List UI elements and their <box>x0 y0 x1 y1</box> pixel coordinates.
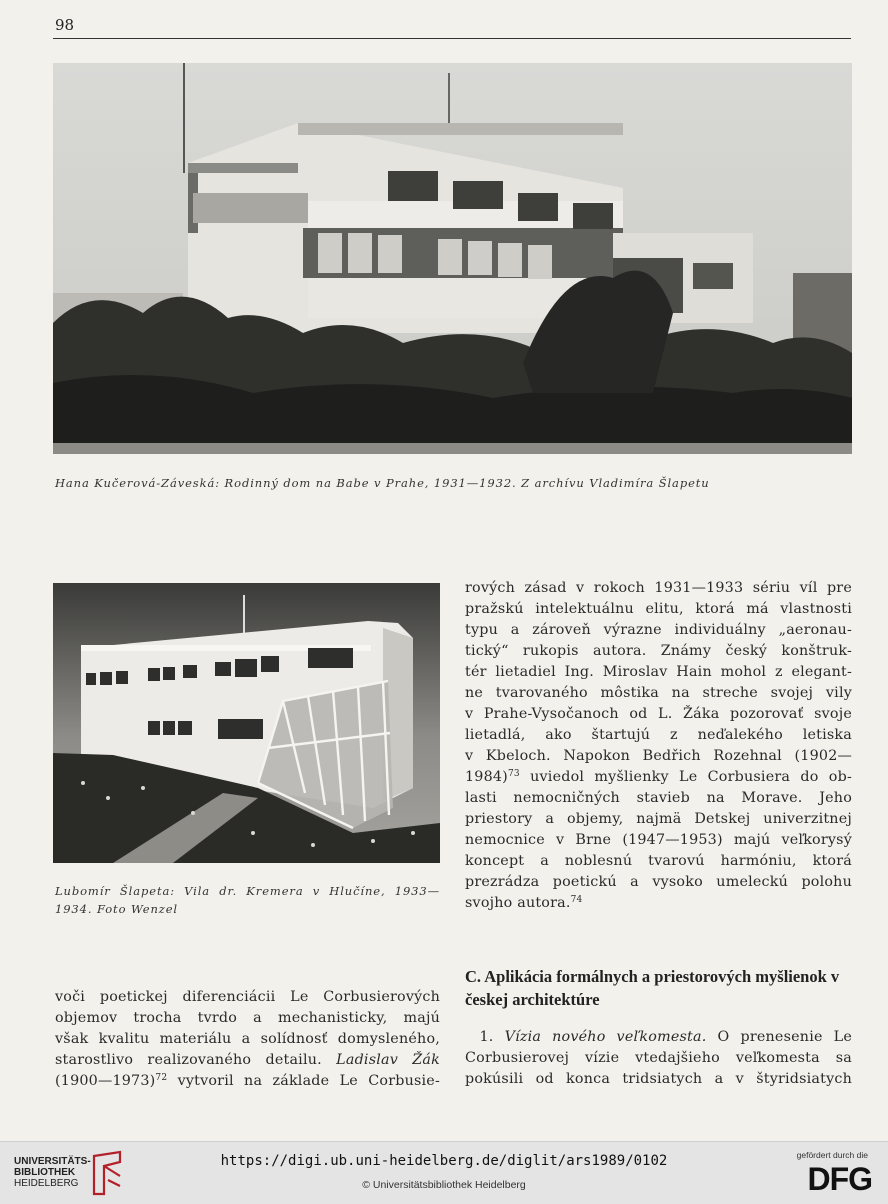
footer-bar <box>0 1141 888 1204</box>
text-line-rest: uviedol myšlienky Le Corbusiera do ob- <box>530 769 852 785</box>
text-line-rest: starostlivo realizovaného detailu. <box>55 1052 322 1068</box>
text-line-rest: svojho autora. <box>465 895 571 911</box>
footnote-ref: 72 <box>155 1073 168 1083</box>
text-line <box>55 1071 440 1092</box>
text-line: koncept a noblesnú tvarovú harmóniu, ktorá <box>465 853 852 869</box>
text-line: tický“ rukopis autora. Známy český konštruk- <box>465 643 852 659</box>
text-line: Corbusierovej vízie vtedajšieho veľkomesta sa <box>465 1050 852 1066</box>
text-line: však kvalitu materiálu a solídnosť domysleného, <box>55 1031 440 1047</box>
copyright-text: © Universitätsbibliothek Heidelberg <box>362 1179 526 1191</box>
text-line: lietadlá, ako štartujú z neďalekého letiska <box>465 727 852 743</box>
funding-label: gefördert durch die <box>796 1150 868 1160</box>
caption-top: Hana Kučerová-Záveská: Rodinný dom na Babe v Prahe, 1931—1932. Z archívu Vladimíra Šlapetu <box>55 476 710 490</box>
year-text: 1984) <box>465 769 508 785</box>
text-line: ne tvarovaného môstika na streche svojej vily <box>465 685 852 701</box>
body-text-right-top <box>465 578 852 914</box>
text-line: prezrádza poetickú a vysoko umeleckú polohu <box>465 874 852 890</box>
text-line <box>465 767 852 788</box>
text-line: voči poetickej diferenciácii Le Corbusierových <box>55 989 440 1005</box>
header-rule <box>53 38 851 39</box>
text-line-rest: vytvoril na základe Le Corbusie- <box>177 1073 441 1089</box>
text-line: lasti nemocničných stavieb na Morave. Jeho <box>465 790 852 806</box>
footnote-ref: 74 <box>570 895 583 905</box>
text-line: pokúsili od konca tridsiatych a v štyridsiatych <box>465 1071 852 1087</box>
text-line: rových zásad v rokoch 1931—1933 sériu víl pre <box>465 580 852 596</box>
section-heading: C. Aplikácia formálnych a priestorových myšlienok v českej architektúre <box>465 967 840 1009</box>
footnote-ref: 73 <box>507 769 520 779</box>
library-name-line: HEIDELBERG <box>14 1178 79 1189</box>
text-line <box>465 893 852 914</box>
body-text-right-bottom <box>465 1027 852 1090</box>
photo-villa-baba <box>53 63 852 454</box>
text-line-rest: O prenesenie Le <box>717 1029 853 1045</box>
text-line: v Kbeloch. Napokon Bedřich Rozehnal (1902— <box>465 748 852 764</box>
document-url-link[interactable]: https://digi.ub.uni-heidelberg.de/diglit/ars1989/0102 <box>220 1153 668 1169</box>
text-line <box>55 1050 440 1071</box>
body-text-left-bottom <box>55 987 440 1092</box>
text-line: objemov trocha tvrdo a mechanisticky, majú <box>55 1010 440 1026</box>
year-text: (1900—1973) <box>55 1073 156 1089</box>
caption-bottom <box>55 882 440 918</box>
text-line: nemocnice v Brne (1947—1953) majú veľkorysý <box>465 832 852 848</box>
caption-line: Lubomír Šlapeta: Vila dr. Kremera v Hlučíne, 1933— <box>55 884 440 898</box>
caption-line: 1934. Foto Wenzel <box>55 902 178 916</box>
library-name-line: UNIVERSITÄTS- <box>14 1156 91 1167</box>
text-line: priestory a objemy, najmä Detskej univerzitnej <box>465 811 852 827</box>
text-line <box>465 1027 852 1048</box>
text-line: typu a zároveň výrazne individuálny „aeronau- <box>465 622 852 638</box>
page-number: 98 <box>55 16 75 34</box>
subsection-title: Vízia nového veľkomesta. <box>504 1029 707 1045</box>
dfg-logo: DFG <box>807 1161 872 1197</box>
text-line: pražskú intelektuálnu elitu, ktorá má vlastnosti <box>465 601 852 617</box>
person-name: Ladislav Žák <box>336 1052 440 1068</box>
text-line: tér lietadiel Ing. Miroslav Hain mohol z elegant- <box>465 664 852 680</box>
list-number: 1. <box>479 1029 494 1045</box>
text-line: v Prahe-Vysočanoch od L. Žáka pozorovať svoje <box>465 706 852 722</box>
photo-villa-kremer <box>53 583 440 863</box>
library-name-line: BIBLIOTHEK <box>14 1167 76 1178</box>
